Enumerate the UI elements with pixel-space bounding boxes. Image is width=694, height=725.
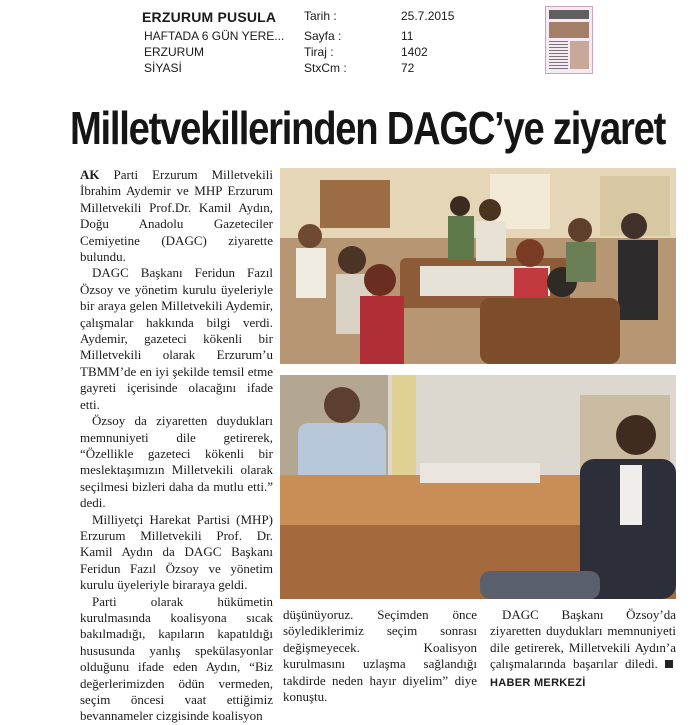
paragraph-lead: AK <box>80 167 100 182</box>
article-paragraph: DAGC Başkanı Özsoy’da ziyaretten duydukları memnuniyeti dile getirerek, Milletvekili Aydın’a çalışmalarında başarılar diledi. HABER MERKEZİ <box>490 607 676 689</box>
article-paragraph: Parti olarak hükümetin kurulmasında koalisyona sıcak bakılmadığı, kapıların kapatıldığı hususunda yanlış spekülasyonlar olduğunu ifade eden Aydın, “Biz değerlerimizden ödün vermeden, seçim öncesi vaat ettiğimiz bevannameler cizgisinde koalisyon <box>80 593 273 724</box>
clipping-header <box>0 0 694 82</box>
publication-category: SİYASİ <box>144 61 182 75</box>
meeting-photo-group <box>280 168 676 364</box>
circulation-value: 1402 <box>401 45 428 59</box>
circulation-label: Tiraj : <box>304 45 334 59</box>
date-value: 25.7.2015 <box>401 9 455 23</box>
article-headline: Milletvekillerinden DAGC’ye ziyaret <box>70 102 666 154</box>
date-label: Tarih : <box>304 9 337 23</box>
page-label: Sayfa : <box>304 29 342 43</box>
article-paragraph: düşünüyoruz. Seçimden önce söylediklerimiz seçim sonrası değişmeyecek. Koalisyon kurulmasını uzlaşma sağlandığı takdirde neden hayır diyelim” diye konuştu. <box>283 607 477 705</box>
article-paragraph: Milliyetçi Harekat Partisi (MHP) Erzurum Milletvekili Prof. Dr. Kamil Aydın da DAGC Başkanı Feridun Fazıl Özsoy ve yönetim kurulu üyeleriyle biraraya geldi. <box>80 511 273 593</box>
article-column-3 <box>490 607 676 691</box>
bullet-square-icon <box>665 660 673 668</box>
article-paragraph: AK Parti Erzurum Milletvekili İbrahim Aydemir ve MHP Erzurum Milletvekili Prof.Dr. Kamil Aydın, Doğu Anadolu Gazeteciler Cemiyetine (DAGC) ziyarette bulundu. <box>80 167 273 265</box>
article-paragraph: DAGC Başkanı Feridun Fazıl Özsoy ve yönetim kurulu üyeleriyle bir araya gelen Milletvekili Aydemir, çalışmalar hakkında bilgi verdi. Aydemir, gazeteci kökenli bir Milletvekili olarak Erzurum’u TBMM’de en iyi şekilde temsil etme gayreti içerisinde olacağını ifade etti. <box>80 265 273 412</box>
meeting-photo-desk <box>280 375 676 599</box>
stxcm-label: StxCm : <box>304 61 347 75</box>
stxcm-value: 72 <box>401 61 415 75</box>
byline: HABER MERKEZİ <box>490 659 676 688</box>
article-column-2 <box>283 607 477 705</box>
article-paragraph: Özsoy da ziyaretten duydukları memnuniyeti dile getirerek, “Özellikle gazeteci kökenli bir meslektaşımızın Milletvekili olarak seçilmesi bizleri daha da mutlu etti.” dedi. <box>80 413 273 511</box>
publication-city: ERZURUM <box>144 45 204 59</box>
page-thumbnail[interactable] <box>545 6 593 74</box>
article-column-1 <box>80 167 273 725</box>
publication-name: ERZURUM PUSULA <box>142 9 277 25</box>
publication-frequency: HAFTADA 6 GÜN YERE... <box>144 29 285 43</box>
page-value: 11 <box>401 29 414 43</box>
